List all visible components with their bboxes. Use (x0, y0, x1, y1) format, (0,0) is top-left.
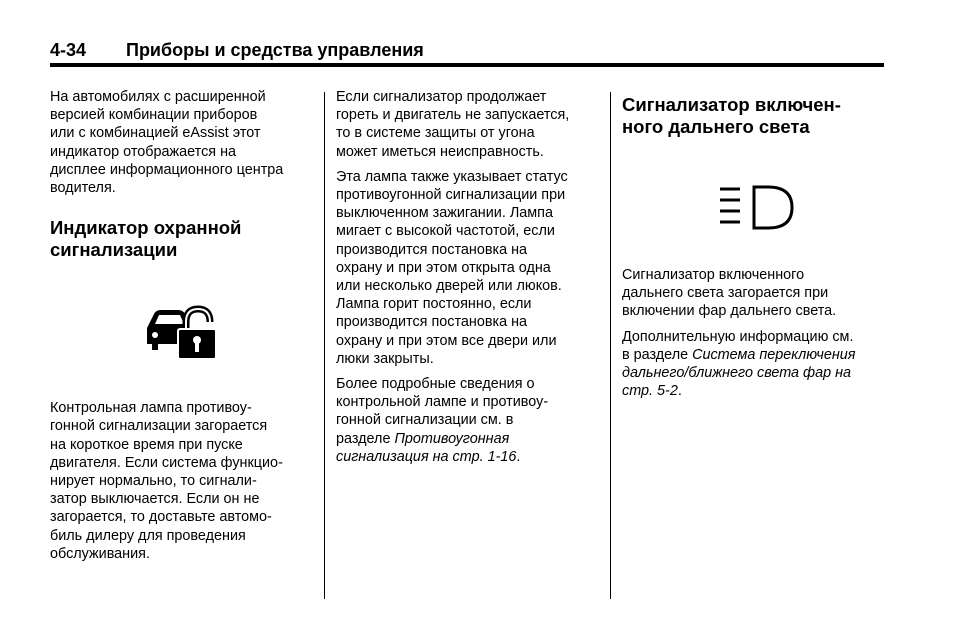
text-line: Сигнализатор включенного (622, 267, 805, 283)
text-line: нирует нормально, то сигнали- (50, 473, 257, 490)
period: . (516, 448, 521, 465)
text-line: противоугонной сигнализации при (336, 187, 566, 204)
text-line: Эта лампа также указывает статус (336, 168, 568, 185)
page-title: Приборы и средства управления (126, 40, 424, 60)
intro-paragraph (50, 88, 312, 197)
text-line: производится постановка на (336, 241, 528, 258)
text-line (336, 448, 598, 466)
text-line: загорается, то доставьте автомо- (50, 509, 272, 526)
text-line: дальнего света загорается при (622, 285, 829, 302)
security-lock-car-icon (144, 304, 218, 360)
cross-reference-link[interactable]: дальнего/ближнего света фар на (622, 365, 852, 382)
text-line: производится постановка на (336, 314, 528, 331)
text-line: может иметься неисправность. (336, 143, 544, 160)
header-rule (50, 63, 884, 67)
paragraph-2 (336, 168, 598, 368)
text-line: выключенном зажигании. Лампа (336, 205, 553, 222)
text-line: Дополнительную информацию см. (622, 328, 854, 345)
text-line: затор выключается. Если он не (50, 491, 260, 508)
column-divider (324, 92, 325, 599)
ref-prefix: разделе (336, 430, 391, 447)
paragraph-2 (622, 328, 884, 401)
security-body-paragraph (50, 399, 312, 563)
column-divider (610, 92, 611, 599)
text-line: индикатор отображается на (50, 143, 237, 160)
heading-line: Сигнализатор включен- (622, 94, 841, 115)
text-line: Если сигнализатор продолжает (336, 89, 547, 105)
text-line: контрольной лампе и противоу- (336, 394, 549, 411)
text-line: Контрольная лампа противоу- (50, 400, 252, 417)
cross-reference-link[interactable]: Системa переключения (692, 346, 856, 363)
text-line: версией комбинации приборов (50, 107, 258, 124)
text-line: охрану и при этом все двери или (336, 332, 557, 349)
text-line (622, 346, 884, 364)
text-line: гонной сигнализации см. в (336, 412, 514, 429)
cross-reference-link[interactable]: стр. 5-2 (622, 383, 678, 400)
period: . (677, 383, 682, 400)
text-line: Более подробные сведения о (336, 376, 535, 393)
text-line: то в системе защиты от угона (336, 125, 535, 142)
heading-line: ного дальнего света (622, 116, 810, 137)
text-line: биль дилеру для проведения (50, 527, 246, 544)
cross-reference-link[interactable]: сигнализация на стр. 1-16 (336, 448, 517, 465)
text-line: обслуживания. (50, 545, 150, 562)
high-beam-heading (622, 94, 884, 138)
text-line (336, 430, 598, 448)
text-line: охрану и при этом открыта одна (336, 259, 551, 276)
text-line: или несколько дверей или люков. (336, 278, 562, 295)
heading-line: Индикатор охранной (50, 217, 242, 239)
column-2 (336, 88, 598, 473)
ref-prefix: в разделе (622, 346, 689, 363)
text-line: гореть и двигатель не запускается, (336, 107, 570, 124)
column-3 (622, 94, 884, 407)
text-line (622, 364, 884, 382)
paragraph-1 (336, 88, 598, 161)
text-line: Лампа горит постоянно, если (336, 296, 532, 313)
security-indicator-heading (50, 217, 312, 261)
paragraph-1 (622, 266, 884, 321)
cross-reference-link[interactable]: Противоугонная (394, 430, 510, 447)
paragraph-3 (336, 375, 598, 466)
text-line: включении фар дальнего света. (622, 303, 837, 320)
text-line: гонной сигнализации загорается (50, 418, 268, 435)
text-line: люки закрыты. (336, 350, 434, 367)
text-line: на короткое время при пуске (50, 436, 243, 453)
text-line (622, 382, 884, 400)
text-line: или с комбинацией eAssist этот (50, 125, 261, 142)
heading-line: сигнализации (50, 239, 178, 261)
text-line: мигает с высокой частотой, если (336, 223, 555, 240)
text-line: водителя. (50, 180, 116, 197)
page-number: 4-34 (50, 40, 87, 60)
text-line: дисплее информационного центра (50, 161, 284, 178)
text-line: двигателя. Если система функцио- (50, 454, 283, 471)
high-beam-icon (716, 184, 796, 232)
text-line: На автомобилях с расширенной (50, 89, 266, 105)
